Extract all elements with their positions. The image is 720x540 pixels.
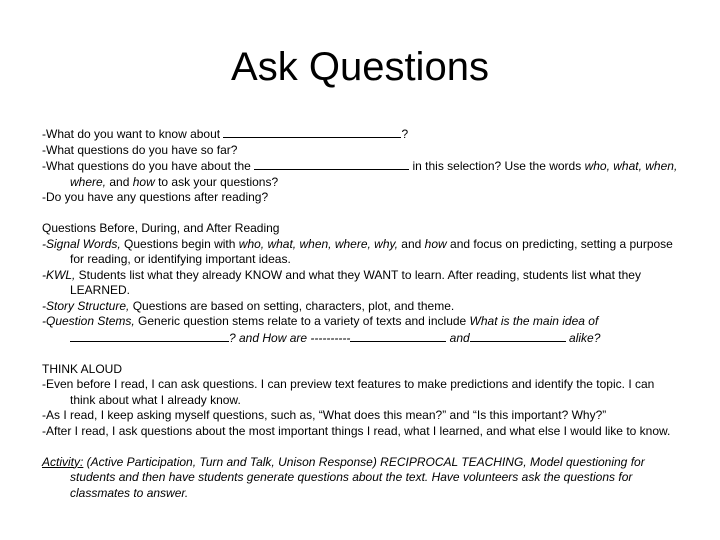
think-aloud-during: -As I read, I keep asking myself questions, such as, “What does this mean?” and “Is this important? Why?” xyxy=(42,408,607,422)
strategy-story-structure xyxy=(42,299,682,315)
text-segment: to ask your questions? xyxy=(154,174,279,189)
section-heading: Questions Before, During, and After Reading xyxy=(42,221,280,235)
slide-body xyxy=(42,126,682,501)
italic-segment: What is the main idea of xyxy=(469,314,599,328)
text-segment: Students list what they already KNOW and what they WANT to learn. After reading, students list what they LEARNED. xyxy=(70,267,641,297)
text-segment: Questions begin with xyxy=(120,236,239,251)
text-segment: and xyxy=(106,174,133,189)
activity-label: Activity: xyxy=(42,454,84,469)
question-line-3 xyxy=(42,158,682,190)
activity-paragraph xyxy=(42,455,682,502)
strategy-label: -Story Structure, xyxy=(42,298,130,313)
question-line-2: -What questions do you have so far? xyxy=(42,142,238,157)
strategy-kwl xyxy=(42,268,682,299)
strategy-label: -Signal Words, xyxy=(42,236,121,251)
text-segment: Questions are based on setting, characters, plot, and theme. xyxy=(129,298,455,313)
italic-segment: how xyxy=(424,236,447,251)
text-segment: and focus on predicting, setting a purpose for reading, or identifying important ideas. xyxy=(70,236,673,266)
question-line-1 xyxy=(42,126,682,143)
question-line-4: -Do you have any questions after reading? xyxy=(42,190,269,204)
think-aloud-before: -Even before I read, I can ask questions. I can preview text features to make predictions and identify the topic. I can think about what I already know. xyxy=(42,377,655,407)
fill-blank xyxy=(254,158,409,170)
strategy-label: -KWL, xyxy=(42,267,76,282)
spacer xyxy=(42,206,682,222)
spacer xyxy=(42,346,682,362)
italic-segment: how xyxy=(132,174,155,189)
italic-segment: and xyxy=(446,330,470,345)
fill-blank xyxy=(350,330,446,342)
slide-title: Ask Questions xyxy=(231,45,489,89)
strategy-question-stems xyxy=(42,314,682,346)
activity-text: (Active Participation, Turn and Talk, Unison Response) RECIPROCAL TEACHING, Model questioning for students and then have students generate questions about the text. Have volunteers ask the questions for classmates to answer. xyxy=(70,454,645,500)
italic-segment: alike? xyxy=(565,330,601,345)
text-segment: in this selection? Use the words xyxy=(409,159,585,173)
fill-blank xyxy=(70,330,229,342)
text-segment: ? xyxy=(401,127,409,141)
text-segment: -What questions do you have about the xyxy=(42,159,255,173)
italic-segment: who, what, when, where, xyxy=(70,159,678,189)
spacer xyxy=(42,439,682,455)
fill-blank xyxy=(470,330,566,342)
text-segment: -What do you want to know about xyxy=(42,127,224,141)
strategy-signal-words xyxy=(42,237,682,268)
italic-segment: ? and How are ---------- xyxy=(229,330,351,345)
fill-blank xyxy=(223,126,401,138)
strategy-label: -Question Stems, xyxy=(42,314,135,328)
text-segment: and xyxy=(397,236,425,251)
think-aloud-after: -After I read, I ask questions about the most important things I read, what I learned, and what else I would like to know. xyxy=(42,423,671,438)
section-heading: THINK ALOUD xyxy=(42,361,123,376)
text-segment: Generic question stems relate to a variety of texts and include xyxy=(134,314,470,328)
italic-segment: who, what, when, where, why, xyxy=(238,236,398,251)
